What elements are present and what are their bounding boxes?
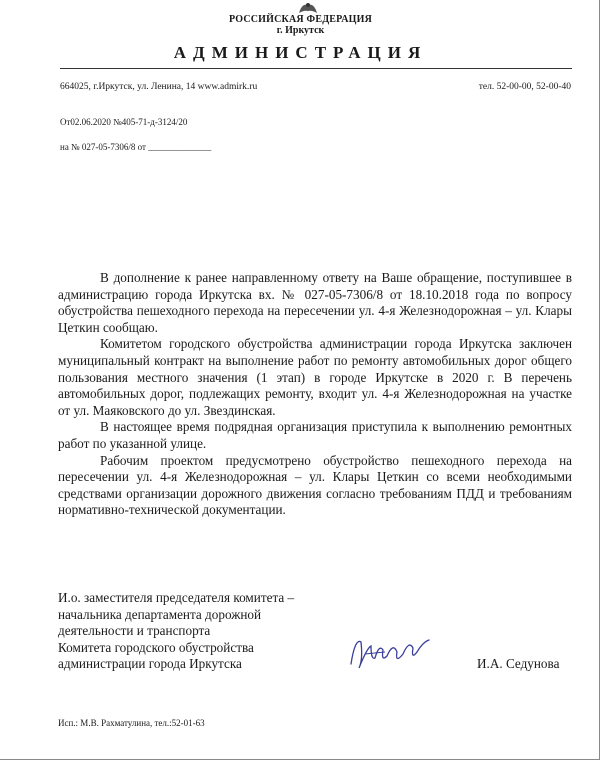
body-paragraph: Рабочим проектом предусмотрено обустройство пешеходного перехода на пересечении ул. 4-я Железнодорожная – ул. Клары Цеткин со всеми необходимыми средствами организации дорожного движения согласно требованиям ПДД и требованиям нормативно-технической документации.	[58, 452, 572, 518]
signer-title-line: Комитета городского обустройства	[58, 639, 254, 655]
body-paragraph: В настоящее время подрядная организация приступила к выполнению ремонтных работ по указанной улице.	[58, 419, 572, 451]
signer-title-block	[58, 590, 294, 673]
phone-line: тел. 52-00-00, 52-00-40	[478, 82, 571, 92]
incoming-reference: на № 027-05-7306/8 от ______________	[60, 142, 212, 152]
signer-title-line: начальника департамента дорожной	[58, 606, 262, 622]
city-heading: г. Иркутск	[276, 25, 325, 36]
coat-of-arms-icon	[297, 1, 319, 15]
executor-line: Исп.: М.В. Рахматулина, тел.:52-01-63	[58, 718, 205, 728]
address-line: 664025, г.Иркутск, ул. Ленина, 14 www.admirk.ru	[60, 82, 258, 92]
header-rule	[60, 68, 572, 69]
handwritten-signature	[345, 630, 435, 674]
outgoing-reference: От02.06.2020 №405-71-д-3124/20	[60, 117, 188, 127]
signer-title-line: деятельности и транспорта	[58, 623, 211, 639]
signer-title-line: администрации города Иркутска	[58, 656, 242, 672]
letter-body	[58, 270, 572, 519]
body-paragraph: Комитетом городского обустройства администрации города Иркутска заключен муниципальный контракт на выполнение работ по ремонту автомобильных дорог общего пользования местного значения (1 этап) в городе Иркутске в 2020 г. В перечень автомобильных дорог, подлежащих ремонту, входит ул. 4-я Железнодорожная на участке от ул. Маяковского до ул. Звездинская.	[58, 336, 572, 418]
signer-name: И.А. Седунова	[477, 656, 560, 671]
country-heading: РОССИЙСКАЯ ФЕДЕРАЦИЯ	[228, 14, 372, 25]
signer-title-line: И.о. заместителя председателя комитета –	[58, 590, 295, 605]
body-paragraph: В дополнение к ранее направленному ответу на Ваше обращение, поступившее в администрацию города Иркутска вх. № 027-05-7306/8 от 18.10.2018 года по вопросу обустройства пешеходного перехода на пересечении ул. 4-я Железнодорожная – ул. Клары Цеткин сообщаю.	[58, 270, 572, 335]
organization-title: АДМИНИСТРАЦИЯ	[173, 43, 428, 62]
